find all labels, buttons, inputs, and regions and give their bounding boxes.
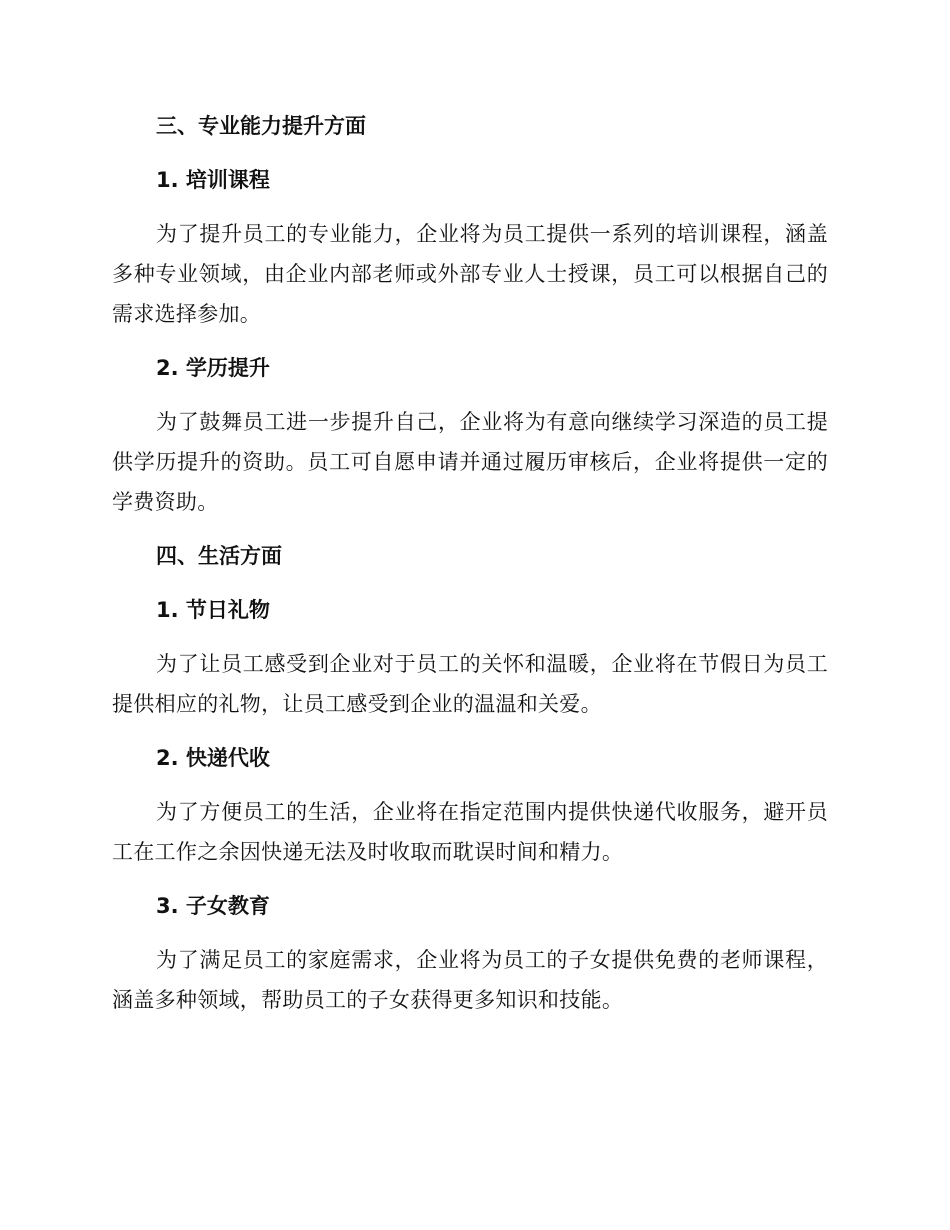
paragraph-holiday-gifts: 为了让员工感受到企业对于员工的关怀和温暖，企业将在节假日为员工提供相应的礼物，让员工感受到企业的温温和关爱。 [112,652,828,716]
section-heading-life: 四、生活方面 [156,544,282,568]
paragraph-training-courses: 为了提升员工的专业能力，企业将为员工提供一系列的培训课程，涵盖多种专业领域，由企业内部老师或外部专业人士授课，员工可以根据自己的需求选择参加。 [112,222,828,326]
paragraph-parcel-collection: 为了方便员工的生活，企业将在指定范围内提供快递代收服务，避开员工在工作之余因快递无法及时收取而耽误时间和精力。 [112,800,828,864]
section-heading-professional: 三、专业能力提升方面 [156,114,366,138]
subheading-education-upgrade: 2. 学历提升 [156,356,270,380]
document-body [112,108,828,1020]
subheading-holiday-gifts: 1. 节日礼物 [156,598,270,622]
subheading-children-education: 3. 子女教育 [156,894,270,918]
paragraph-children-education: 为了满足员工的家庭需求，企业将为员工的子女提供免费的老师课程，涵盖多种领域，帮助员工的子女获得更多知识和技能。 [112,948,828,1012]
paragraph-education-upgrade: 为了鼓舞员工进一步提升自己，企业将为有意向继续学习深造的员工提供学历提升的资助。员工可自愿申请并通过履历审核后，企业将提供一定的学费资助。 [112,410,828,514]
subheading-parcel-collection: 2. 快递代收 [156,746,270,770]
subheading-training-courses: 1. 培训课程 [156,168,270,192]
